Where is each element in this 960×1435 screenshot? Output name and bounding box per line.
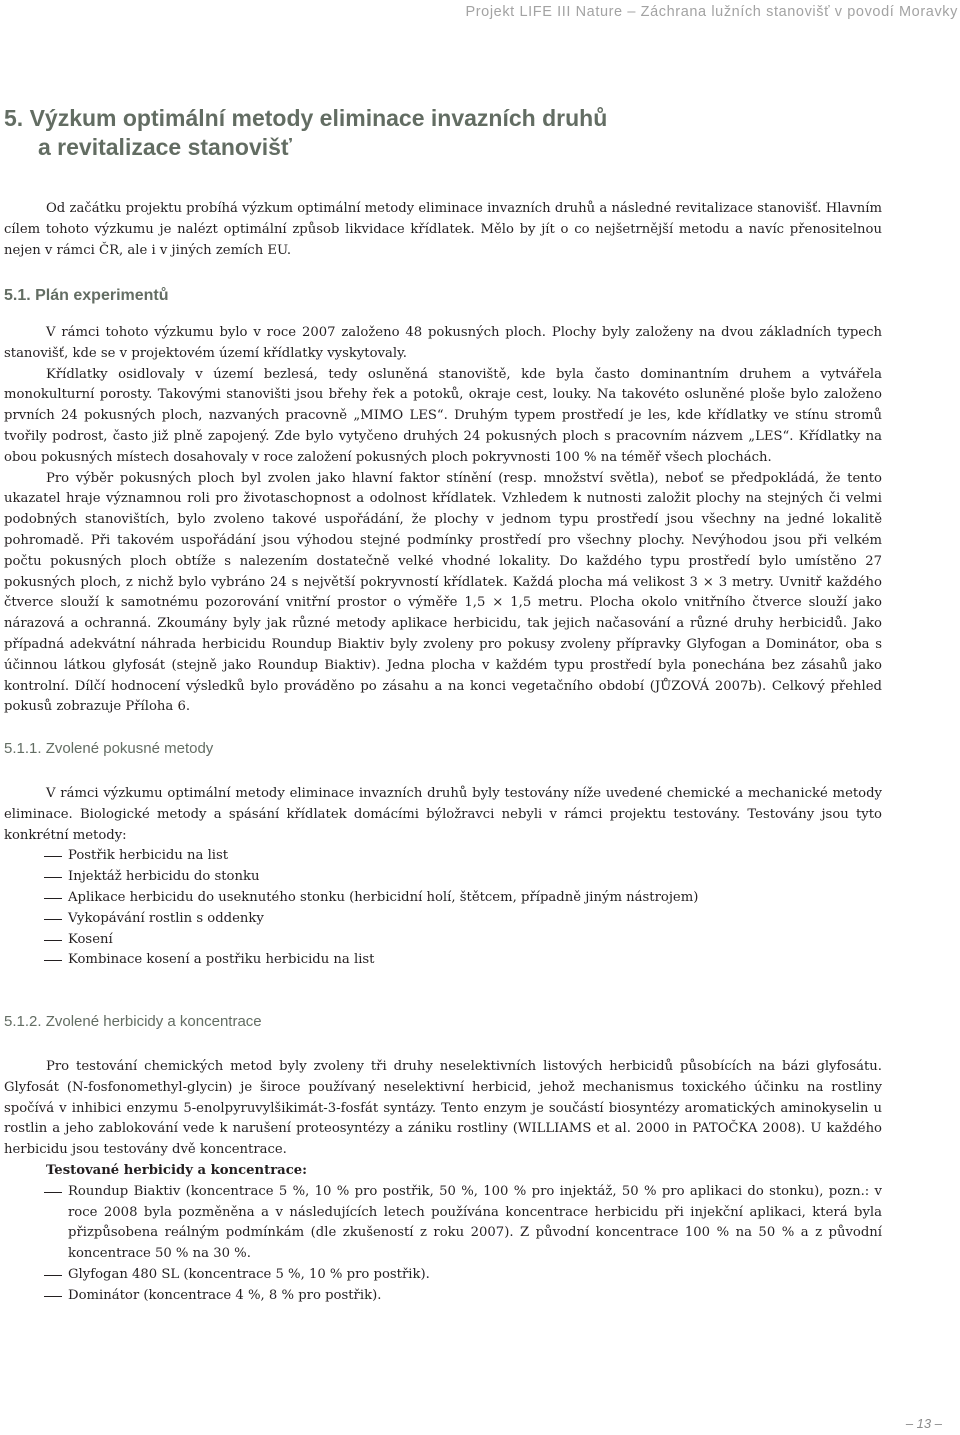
list-item: Kombinace kosení a postřiku herbicidu na list (4, 950, 882, 971)
section-5-1-1-body (4, 784, 882, 971)
section-5-heading-line1: 5. Výzkum optimální metody eliminace invazních druhů (4, 105, 608, 131)
section-5-heading-line2: a revitalizace stanovišť (38, 134, 292, 160)
list-item: Injektáž herbicidu do stonku (4, 867, 882, 888)
herbicides-list (4, 1182, 882, 1307)
intro-paragraph: Od začátku projektu probíhá výzkum optimální metody eliminace invazních druhů a následné revitalizace stanovišť. Hlavním cílem tohoto výzkumu je nalézt optimální způsob likvidace křídlatek. Mělo by jít o co nejšetrnější metodu a navíc přenositelnou nejen v rámci ČR, ale i v jiných zemích EU. (4, 201, 882, 258)
section-5-intro (4, 199, 882, 261)
section-5-1-2-body (4, 1057, 882, 1307)
section-5-1-body (4, 323, 882, 718)
section-5-1-heading: 5.1. Plán experimentů (4, 287, 169, 304)
methods-list (4, 846, 882, 971)
list-item: Aplikace herbicidu do useknutého stonku (herbicidní holí, štětcem, případně jiným nástrojem) (4, 888, 882, 909)
herbicides-subheading: Testované herbicidy a koncentrace: (46, 1162, 307, 1178)
section-5-1-paragraph-3: Pro výběr pokusných ploch byl zvolen jako hlavní faktor stínění (resp. množství světla), neboť se předpokládá, že tento ukazatel hraje významnou roli pro životaschopnost a odolnost křídlatek. Vzhledem k nutnosti založit plochy na stejných či velmi podobných stanovištích, bylo zvoleno takové uspořádání, že plochy v jednom typu prostředí jsou všechny na jedné lokalitě pohromadě. Při takovém uspořádání jsou výhodou stejné podmínky prostředí pro všechny plochy. Nevýhodou jsou při velkém počtu pokusných ploch obtíže s nalezením dostatečně velké vhodné lokality. Do každého typu prostředí bylo umístěno 27 pokusných ploch, z nichž bylo vybráno 24 s největší pokryvností křídlatek. Každá plocha má velikost 3 × 3 metry. Uvnitř každého čtverce slouží k samotnému pozorování vnitřní prostor o výměře 1,5 × 1,5 metru. Plocha okolo vnitřního čtverce slouží jako nárazová a ochranná. Zkoumány byly jak různé metody aplikace herbicidu, tak jejich načasování a různé druhy herbicidů. Jako případná adekvátní náhrada herbicidu Roundup Biaktiv byly zvoleny pro pokusy zvoleny přípravky Glyfogan a Dominátor, oba s účinnou látkou glyfosát (stejně jako Roundup Biaktiv). Jedna plocha v každém typu prostředí byla ponechána bez zásahů jako kontrolní. Dílčí hodnocení výsledků bylo prováděno po zásahu a na konci vegetačního období (JŮZOVÁ 2007b). Celkový přehled pokusů zobrazuje Příloha 6. (4, 470, 882, 715)
section-5-1-1-paragraph: V rámci výzkumu optimální metody eliminace invazních druhů byly testovány níže uvedené chemické a mechanické metody eliminace. Biologické metody a spásání křídlatek domácími býložravci nebyli v rámci projektu testovány. Testovány jsou tyto konkrétní metody: (4, 786, 882, 843)
list-item: Kosení (4, 930, 882, 951)
running-header: Projekt LIFE III Nature – Záchrana lužních stanovišť v povodí Moravky (465, 4, 958, 20)
section-5-heading (4, 104, 607, 162)
page-number: – 13 – (905, 1416, 942, 1431)
list-item: Dominátor (koncentrace 4 %, 8 % pro postřik). (4, 1286, 882, 1307)
list-item: Vykopávání rostlin s oddenky (4, 909, 882, 930)
section-5-1-paragraph-1: V rámci tohoto výzkumu bylo v roce 2007 založeno 48 pokusných ploch. Plochy byly založeny na dvou základních typech stanovišť, kde se v projektovém území křídlatky vyskytovaly. (4, 325, 882, 361)
section-5-1-2-paragraph: Pro testování chemických metod byly zvoleny tři druhy neselektivních listových herbicidů působících na bázi glyfosátu. Glyfosát (N-fosfonomethyl-glycin) je široce používaný neselektivní herbicid, jehož mechanismus toxického účinku na rostliny spočívá v inhibici enzymu 5-enolpyruvylšikimát-3-fosfát syntázy. Tento enzym je součástí biosyntézy aromatických aminokyselin u rostlin a jeho zablokování vede k narušení proteosyntézy a zániku rostliny (WILLIAMS et al. 2000 in PATOČKA 2008). U každého herbicidu jsou testovány dvě koncentrace. (4, 1059, 882, 1158)
section-5-1-paragraph-2: Křídlatky osidlovaly v území bezlesá, tedy osluněná stanoviště, kde byla často dominantním druhem a vytvářela monokulturní porosty. Takovými stanovišti jsou břehy řek a potoků, okraje cest, louky. Na takovéto osluněné ploše bylo založeno prvních 24 pokusných ploch, nazvaných pracovně „MIMO LES“. Druhým typem prostředí je les, kde křídlatky ve stínu stromů tvořily podrost, často již plně zapojený. Zde bylo vytyčeno druhých 24 pokusných ploch s pracovním názvem „LES“. Křídlatky na obou pokusných místech dosahovaly v roce založení pokusných ploch pokryvnosti 100 % na téměř všech plochách. (4, 366, 882, 465)
list-item: Glyfogan 480 SL (koncentrace 5 %, 10 % pro postřik). (4, 1265, 882, 1286)
section-5-1-1-heading: 5.1.1. Zvolené pokusné metody (4, 740, 214, 757)
section-5-1-2-heading: 5.1.2. Zvolené herbicidy a koncentrace (4, 1013, 262, 1030)
list-item: Roundup Biaktiv (koncentrace 5 %, 10 % pro postřik, 50 %, 100 % pro injektáž, 50 % pro aplikaci do stonku), pozn.: v roce 2008 byla pozměněna a v následujících letech používána koncentrace herbicidu při injekční aplikaci, která byla přizpůsobena reálným podmínkám (dle zkušeností z roku 2007). Z původní koncentrace 100 % na 50 % a z původní koncentrace 50 % na 30 %. (4, 1182, 882, 1265)
list-item: Postřik herbicidu na list (4, 846, 882, 867)
